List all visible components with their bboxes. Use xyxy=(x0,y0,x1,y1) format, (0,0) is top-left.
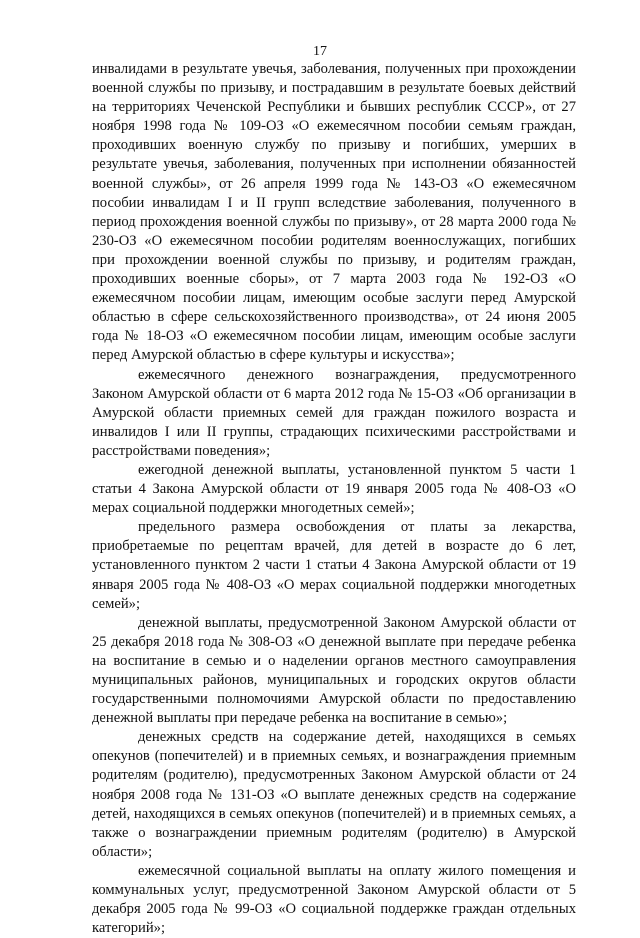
paragraph: ежегодной денежной выплаты, установленной пунктом 5 части 1 статьи 4 Закона Амурской области от 19 января 2005 года № 408-ОЗ «О мерах социальной поддержки многодетных семей»; xyxy=(92,461,576,517)
page-number: 17 xyxy=(313,44,327,59)
paragraph: инвалидами в результате увечья, заболевания, полученных при прохождении военной службы по призыву, и пострадавшим в результате боевых действий на территориях Чеченской Республики и бывших республик СССР», от 27 ноября 1998 года № 109-ОЗ «О ежемесячном пособии семьям граждан, проходивших военную службу по призыву и погибших, умерших в результате увечья, заболевания, полученных при исполнении обязанностей военной службы», от 26 апреля 1999 года № 143-ОЗ «О ежемесячном пособии инвалидам I и II групп вследствие заболевания, полученного в период прохождения военной службы по призыву», от 28 марта 2000 года № 230-ОЗ «О ежемесячном пособии родителям военнослужащих, погибших при прохождении военной службы по призыву, и родителям граждан, проходивших военные сборы», от 7 марта 2003 года № 192-ОЗ «О ежемесячном пособии лицам, имеющим особые заслуги перед Амурской областью в сфере сельскохозяйственного производства», от 24 июня 2005 года № 18-ОЗ «О ежемесячном пособии лицам, имеющим особые заслуги перед Амурской областью в сфере культуры и искусства»; xyxy=(92,61,576,364)
paragraph: ежемесячного денежного вознаграждения, предусмотренного Законом Амурской области от 6 марта 2012 года № 15-ОЗ «Об организации в Амурской области приемных семей для граждан пожилого возраста и инвалидов I или II группы, страдающих психическими расстройствами и расстройствами поведения»; xyxy=(92,366,576,459)
paragraph: денежных средств на содержание детей, находящихся в семьях опекунов (попечителей) и в приемных семьях, и вознаграждения приемным родителям (родителю), предусмотренных Законом Амурской области от 24 ноября 2008 года № 131-ОЗ «О выплате денежных средств на содержание детей, находящихся в семьях опекунов (попечителей) и в приемных семьях, а также о вознаграждении приемным родителям (родителю) в Амурской области»; xyxy=(92,729,576,860)
document-body xyxy=(92,60,576,938)
paragraph: денежной выплаты, предусмотренной Законом Амурской области от 25 декабря 2018 года № 308-ОЗ «О денежной выплате при передаче ребенка на воспитание в семью и о наделении органов местного самоуправления муниципальных районов, муниципальных и городских округов области государственными полномочиями Амурской области по предоставлению денежной выплаты при передаче ребенка на воспитание в семью»; xyxy=(92,614,576,727)
paragraph: ежемесячной социальной выплаты на оплату жилого помещения и коммунальных услуг, предусмотренной Законом Амурской области от 5 декабря 2005 года № 99-ОЗ «О социальной поддержке граждан отдельных категорий»; xyxy=(92,862,576,937)
paragraph: предельного размера освобождения от платы за лекарства, приобретаемые по рецептам врачей, для детей в возрасте до 6 лет, установленного пунктом 2 части 1 статьи 4 Закона Амурской области от 19 января 2005 года № 408-ОЗ «О мерах социальной поддержки многодетных семей»; xyxy=(92,519,576,612)
